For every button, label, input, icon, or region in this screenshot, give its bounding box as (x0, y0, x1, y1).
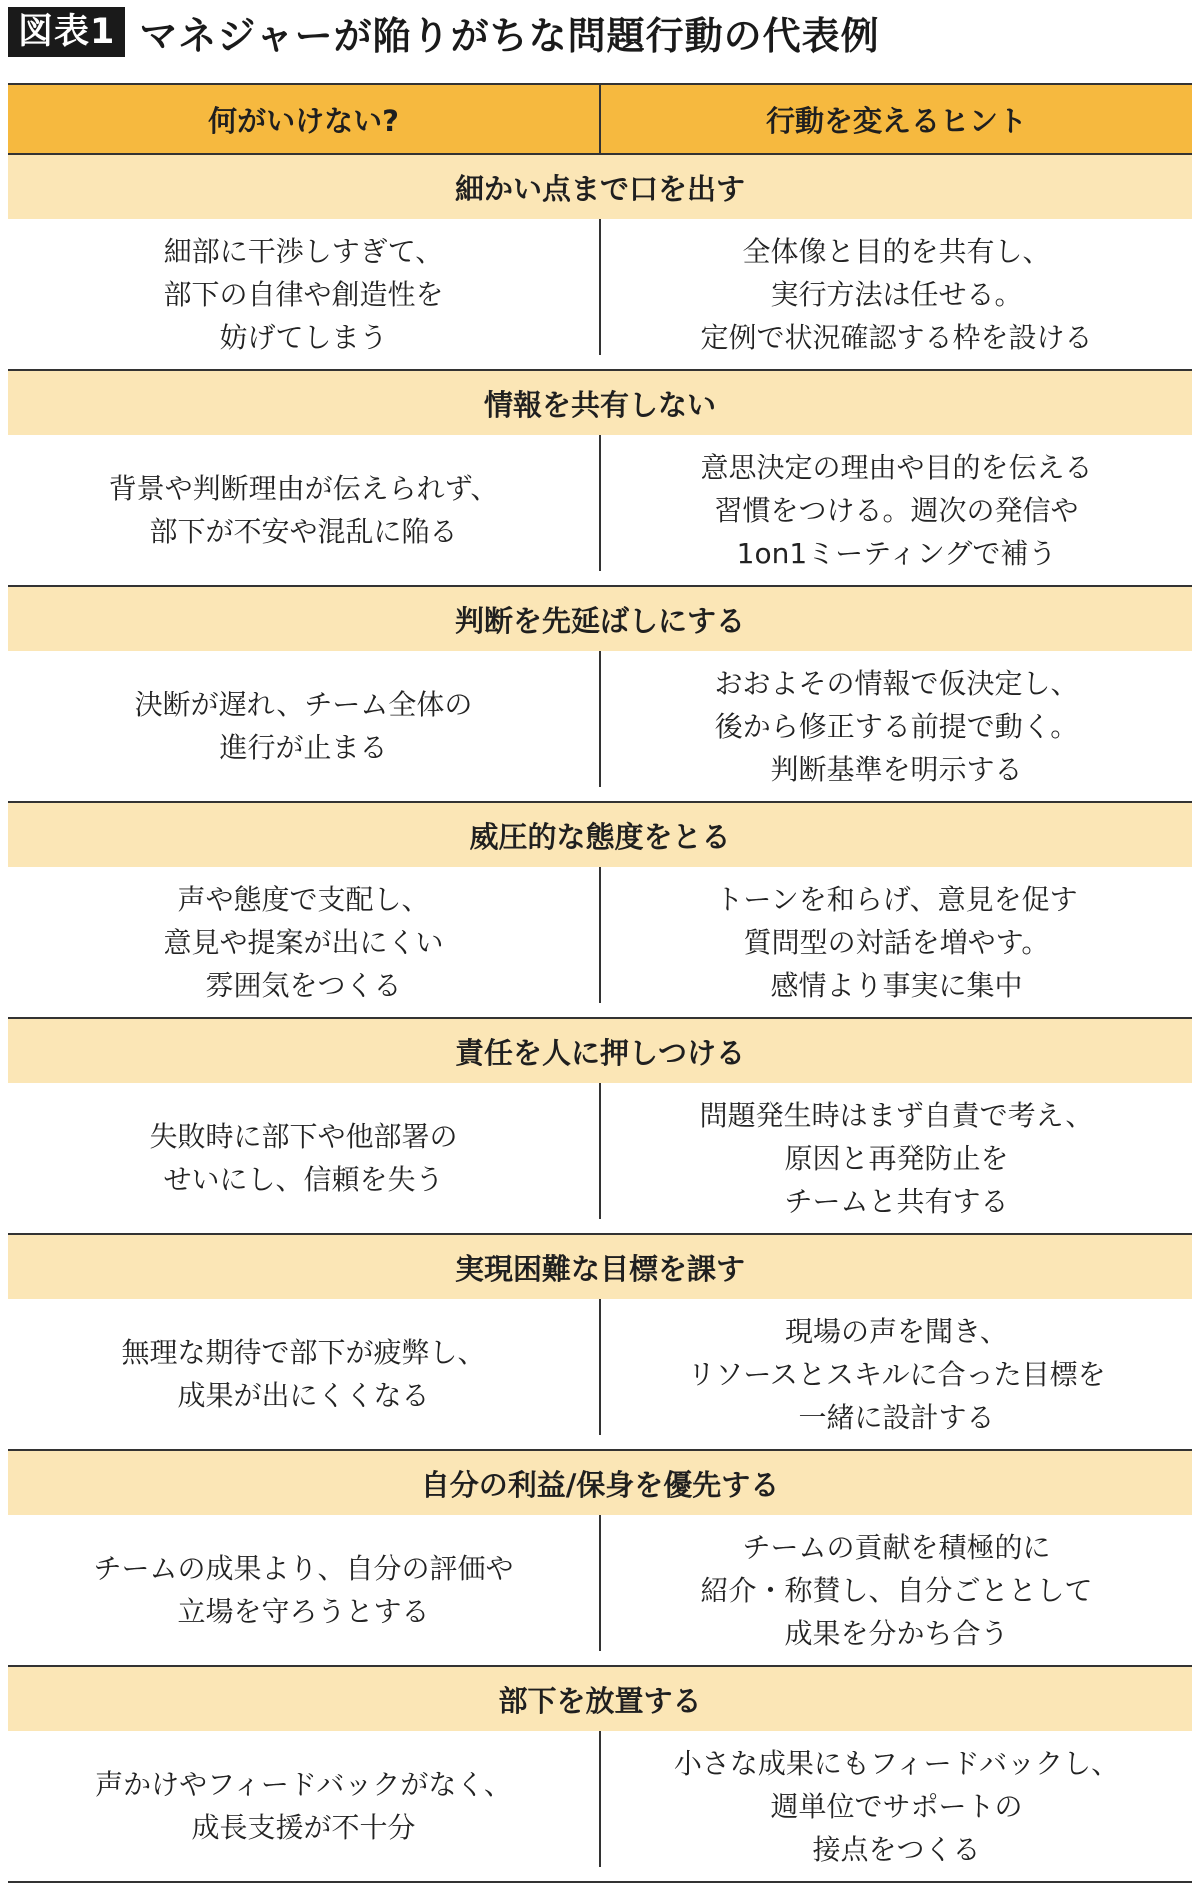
hint-cell (601, 1299, 1192, 1449)
hint-cell-line: 後から修正する前提で動く。 (714, 709, 1079, 743)
hint-cell-line: 一緒に設計する (798, 1400, 995, 1434)
figure-badge: 図表1 (8, 7, 125, 57)
section-title: 実現困難な目標を課す (8, 1235, 1192, 1299)
hint-cell (601, 1515, 1192, 1665)
hint-cell-line: 判断基準を明示する (770, 752, 1023, 786)
table-section (8, 1667, 1192, 1883)
table-section (8, 155, 1192, 371)
problem-cell-line: 細部に干渉しすぎて、 (163, 234, 444, 268)
hint-cell-line: 原因と再発防止を (784, 1141, 1009, 1175)
table-section (8, 587, 1192, 803)
hint-cell (601, 1731, 1192, 1881)
hint-cell-line: 1on1ミーティングで補う (736, 536, 1057, 570)
hint-cell-line: 習慣をつける。週次の発信や (714, 493, 1079, 527)
problem-cell-line: 部下の自律や創造性を (163, 277, 444, 311)
hint-cell-line: 全体像と目的を共有し、 (742, 234, 1051, 268)
hint-cell-line: 紹介・称賛し、自分ごととして (700, 1573, 1093, 1607)
problem-cell (8, 219, 599, 369)
problem-cell-line: 失敗時に部下や他部署の (149, 1120, 458, 1153)
problem-cell-line: 背景や判断理由が伝えられず、 (108, 472, 499, 505)
problem-cell-line: 進行が止まる (219, 731, 388, 764)
problem-cell-line: 成長支援が不十分 (191, 1811, 416, 1844)
problem-cell (8, 651, 599, 801)
table-section (8, 1451, 1192, 1667)
problem-cell (8, 1515, 599, 1665)
hint-cell-line: 現場の声を聞き、 (785, 1314, 1008, 1348)
problem-cell-line: 声かけやフィードバックがなく、 (95, 1768, 512, 1801)
problem-cell (8, 1299, 599, 1449)
problem-cell-line: チームの成果より、自分の評価や (93, 1552, 514, 1585)
hint-cell-line: 接点をつくる (812, 1832, 981, 1866)
section-body (8, 1731, 1192, 1881)
hint-cell (601, 435, 1192, 585)
hint-cell (601, 867, 1192, 1017)
hint-cell-line: 成果を分かち合う (784, 1616, 1009, 1650)
problem-cell-line: 無理な期待で部下が疲弊し、 (121, 1336, 486, 1369)
section-title: 細かい点まで口を出す (8, 155, 1192, 219)
problem-cell (8, 867, 599, 1017)
section-title: 責任を人に押しつける (8, 1019, 1192, 1083)
hint-cell-line: チームと共有する (784, 1184, 1009, 1218)
problem-cell-line: せいにし、信頼を失う (163, 1163, 444, 1196)
hint-cell-line: 実行方法は任せる。 (770, 277, 1023, 311)
hint-cell-line: 感情より事実に集中 (770, 968, 1023, 1002)
hint-cell-line: 意思決定の理由や目的を伝える (700, 450, 1093, 484)
hint-cell-line: トーンを和らげ、意見を促す (715, 882, 1078, 916)
table-section (8, 1235, 1192, 1451)
hint-cell-line: 問題発生時はまず自責で考え、 (699, 1098, 1094, 1132)
section-body (8, 1083, 1192, 1233)
section-body (8, 1299, 1192, 1449)
problem-cell-line: 妨げてしまう (219, 320, 388, 354)
table-header (8, 83, 1192, 155)
hint-cell-line: 質問型の対話を増やす。 (743, 925, 1050, 959)
table-section (8, 1019, 1192, 1235)
problem-cell-line: 意見や提案が出にくい (163, 925, 444, 959)
section-title: 情報を共有しない (8, 371, 1192, 435)
hint-cell-line: チームの貢献を積極的に (742, 1530, 1051, 1564)
hint-cell-line: おおよその情報で仮決定し、 (714, 666, 1079, 700)
section-title: 自分の利益/保身を優先する (8, 1451, 1192, 1515)
figure-title-text: マネジャーが陥りがちな問題行動の代表例 (139, 13, 880, 58)
hint-cell-line: リソースとスキルに合った目標を (687, 1357, 1106, 1391)
hint-cell (601, 651, 1192, 801)
table-section (8, 371, 1192, 587)
problem-cell (8, 1083, 599, 1233)
header-problem: 何がいけない? (208, 103, 399, 138)
problem-cell-line: 立場を守ろうとする (177, 1595, 430, 1628)
problem-cell (8, 1731, 599, 1881)
section-title: 威圧的な態度をとる (8, 803, 1192, 867)
problem-cell-line: 雰囲気をつくる (205, 968, 402, 1002)
problem-cell-line: 成果が出にくくなる (177, 1379, 430, 1412)
section-title: 判断を先延ばしにする (8, 587, 1192, 651)
problem-cell-line: 声や態度で支配し、 (177, 882, 430, 916)
behavior-table (8, 83, 1192, 1883)
problem-cell-line: 決断が遅れ、チーム全体の (134, 688, 473, 721)
header-hint: 行動を変えるヒント (765, 103, 1027, 138)
table-section (8, 803, 1192, 1019)
hint-cell (601, 1083, 1192, 1233)
section-body (8, 651, 1192, 801)
problem-cell-line: 部下が不安や混乱に陥る (149, 515, 458, 548)
table-sections (8, 155, 1192, 1883)
problem-cell (8, 435, 599, 585)
section-body (8, 1515, 1192, 1665)
hint-cell-line: 小さな成果にもフィードバックし、 (673, 1746, 1120, 1780)
section-body (8, 867, 1192, 1017)
hint-cell-line: 定例で状況確認する枠を設ける (700, 320, 1093, 354)
hint-cell-line: 週単位でサポートの (770, 1789, 1023, 1823)
section-body (8, 219, 1192, 369)
section-title: 部下を放置する (8, 1667, 1192, 1731)
section-body (8, 435, 1192, 585)
hint-cell (601, 219, 1192, 369)
figure-title (0, 0, 1200, 64)
